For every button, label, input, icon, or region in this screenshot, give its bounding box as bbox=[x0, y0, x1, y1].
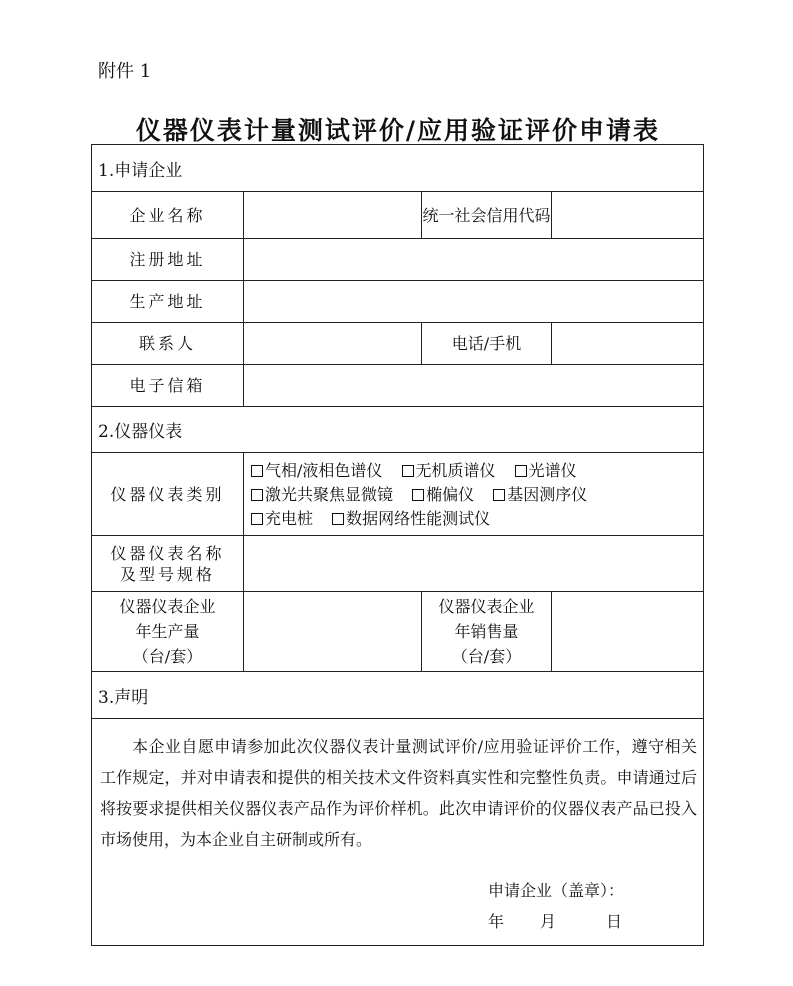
declaration-text: 本企业自愿申请参加此次仪器仪表计量测试评价/应用验证评价工作，遵守相关工作规定，并对申请表和提供的相关技术文件资料真实性和完整性负责。申请通过后将按要求提供相关仪器仪表产品作为评价样机。此次申请评价的仪器仪表产品已投入市场使用，为本企业自主研制或所有。 bbox=[100, 737, 698, 849]
option-charging-pile[interactable]: 充电桩 bbox=[251, 509, 313, 528]
option-network-performance-tester[interactable]: 数据网络性能测试仪 bbox=[332, 509, 490, 528]
option-ellipsometer[interactable]: 椭偏仪 bbox=[412, 485, 474, 504]
date-line bbox=[488, 906, 697, 937]
contact-label: 联系人 bbox=[92, 323, 244, 365]
checkbox-icon[interactable] bbox=[251, 465, 263, 477]
checkbox-icon[interactable] bbox=[412, 489, 424, 501]
name-model-label: 仪器仪表名称 及型号规格 bbox=[92, 536, 244, 592]
email-label: 电子信箱 bbox=[92, 365, 244, 407]
production-address-label: 生产地址 bbox=[92, 281, 244, 323]
phone-label: 电话/手机 bbox=[422, 323, 552, 365]
production-address-field[interactable] bbox=[244, 281, 704, 323]
company-name-label: 企业名称 bbox=[92, 192, 244, 239]
option-spectrometer[interactable]: 光谱仪 bbox=[515, 461, 577, 480]
checkbox-icon[interactable] bbox=[251, 513, 263, 525]
option-confocal-microscope[interactable]: 激光共聚焦显微镜 bbox=[251, 485, 393, 504]
checkbox-icon[interactable] bbox=[332, 513, 344, 525]
form-title: 仪器仪表计量测试评价/应用验证评价申请表 bbox=[135, 116, 661, 145]
credit-code-label: 统一社会信用代码 bbox=[422, 192, 552, 239]
application-form-table bbox=[91, 144, 704, 946]
annual-production-label: 仪器仪表企业 年生产量 （台/套） bbox=[92, 592, 244, 672]
annual-sales-field[interactable] bbox=[552, 592, 704, 672]
company-name-field[interactable] bbox=[244, 192, 422, 239]
checkbox-icon[interactable] bbox=[251, 489, 263, 501]
category-label: 仪器仪表类别 bbox=[92, 453, 244, 536]
contact-field[interactable] bbox=[244, 323, 422, 365]
day-label: 日 bbox=[606, 912, 623, 931]
checkbox-icon[interactable] bbox=[493, 489, 505, 501]
annual-sales-label: 仪器仪表企业 年销售量 （台/套） bbox=[422, 592, 552, 672]
checkbox-icon[interactable] bbox=[515, 465, 527, 477]
applicant-seal-label: 申请企业（盖章）： bbox=[488, 881, 625, 900]
declaration-cell bbox=[92, 719, 704, 946]
checkbox-icon[interactable] bbox=[402, 465, 414, 477]
credit-code-field[interactable] bbox=[552, 192, 704, 239]
annual-production-field[interactable] bbox=[244, 592, 422, 672]
option-gene-sequencer[interactable]: 基因测序仪 bbox=[493, 485, 587, 504]
section-2-heading: 2.仪器仪表 bbox=[92, 407, 704, 453]
section-3-heading: 3.声明 bbox=[92, 672, 704, 719]
option-gc-lc-chromatograph[interactable]: 气相/液相色谱仪 bbox=[251, 461, 382, 480]
registered-address-label: 注册地址 bbox=[92, 239, 244, 281]
year-label: 年 bbox=[488, 912, 505, 931]
registered-address-field[interactable] bbox=[244, 239, 704, 281]
phone-field[interactable] bbox=[552, 323, 704, 365]
category-options bbox=[244, 453, 704, 536]
section-1-heading: 1.申请企业 bbox=[92, 145, 704, 192]
attachment-label: 附件 1 bbox=[98, 61, 152, 82]
month-label: 月 bbox=[540, 912, 557, 931]
option-inorganic-mass-spectrometer[interactable]: 无机质谱仪 bbox=[402, 461, 496, 480]
email-field[interactable] bbox=[244, 365, 704, 407]
name-model-field[interactable] bbox=[244, 536, 704, 592]
signature-block bbox=[100, 875, 697, 937]
